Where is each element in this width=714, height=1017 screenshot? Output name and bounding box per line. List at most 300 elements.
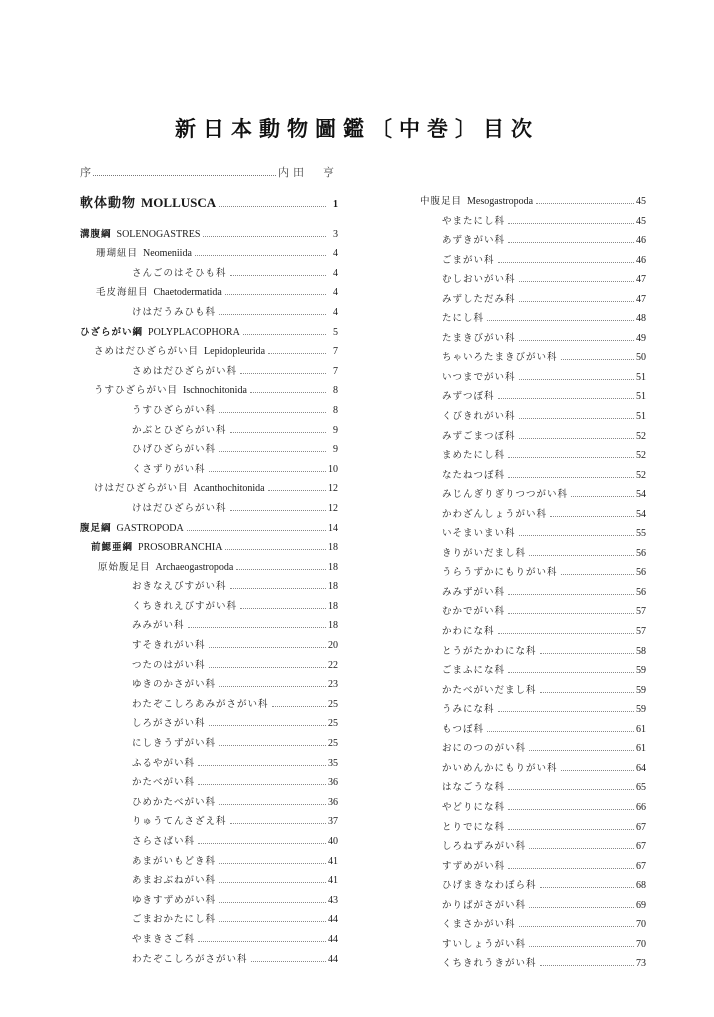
entry-japanese-name: 溝腹綱	[80, 228, 112, 240]
entry-page-number: 67	[636, 860, 646, 872]
entry-japanese-name: すいしょうがい科	[442, 938, 527, 950]
toc-entry[interactable]	[420, 506, 646, 526]
entry-page-number: 14	[328, 522, 338, 534]
entry-japanese-name: すずめがい科	[442, 860, 506, 872]
dot-leader	[219, 921, 326, 922]
entry-japanese-name: ひめかたべがい科	[132, 796, 217, 808]
toc-entry[interactable]	[80, 363, 338, 383]
dot-leader	[498, 262, 634, 263]
entry-page-number: 20	[328, 640, 338, 652]
entry-page-number: 36	[328, 796, 338, 808]
toc-entry[interactable]	[420, 838, 646, 858]
dot-leader	[508, 594, 634, 595]
entry-japanese-name: しろがさがい科	[132, 718, 206, 730]
entry-page-number: 41	[328, 875, 338, 887]
entry-page-number: 73	[636, 958, 646, 970]
entry-japanese-name: くさずりがい科	[132, 463, 206, 475]
toc-entry[interactable]	[420, 252, 646, 272]
toc-entry[interactable]	[80, 755, 338, 775]
entry-page-number: 43	[328, 894, 338, 906]
dot-leader	[529, 907, 634, 908]
entry-japanese-name: にしきうずがい科	[132, 738, 217, 750]
toc-entry[interactable]	[80, 892, 338, 912]
entry-japanese-name: りゅうてんさざえ科	[132, 816, 227, 828]
dot-leader	[198, 843, 326, 844]
entry-page-number: 59	[636, 704, 646, 716]
toc-entry[interactable]	[80, 833, 338, 853]
dot-leader	[519, 379, 634, 380]
toc-entry[interactable]	[80, 539, 338, 559]
entry-japanese-name: おにのつのがい科	[442, 743, 527, 755]
toc-entry[interactable]	[80, 500, 338, 520]
entry-latin-name: Archaeogastropoda	[155, 561, 234, 573]
dot-leader	[519, 301, 634, 302]
entry-japanese-name: いそまいまい科	[442, 528, 516, 540]
dot-leader	[508, 672, 634, 673]
entry-page-number: 67	[636, 821, 646, 833]
dot-leader	[498, 398, 634, 399]
entry-japanese-name: くちきれえびすがい科	[132, 600, 238, 612]
toc-entry[interactable]	[80, 192, 338, 212]
dot-leader	[250, 392, 326, 393]
toc-entry[interactable]	[80, 774, 338, 794]
toc-entry[interactable]	[80, 265, 338, 285]
entry-japanese-name: はなごうな科	[442, 782, 506, 794]
toc-entry[interactable]	[80, 676, 338, 696]
toc-entry[interactable]	[420, 193, 646, 213]
entry-japanese-name: ふるやがい科	[132, 757, 196, 769]
toc-entry[interactable]	[80, 304, 338, 324]
dot-leader	[529, 555, 634, 556]
entry-japanese-name: かたべがい科	[132, 777, 196, 789]
toc-entry[interactable]	[420, 760, 646, 780]
entry-japanese-name: うすひざらがい科	[132, 404, 217, 416]
entry-page-number: 55	[636, 528, 646, 540]
toc-entry[interactable]	[420, 643, 646, 663]
entry-japanese-name: みずつぼ科	[442, 391, 495, 403]
toc-entry[interactable]	[420, 819, 646, 839]
entry-latin-name: Ischnochitonida	[183, 385, 247, 397]
dot-leader	[519, 535, 634, 536]
toc-entry[interactable]	[420, 291, 646, 311]
toc-entry[interactable]	[80, 598, 338, 618]
dot-leader	[508, 242, 634, 243]
toc-entry[interactable]	[420, 213, 646, 233]
toc-entry[interactable]	[420, 799, 646, 819]
entry-japanese-name: ひざらがい綱	[80, 326, 144, 338]
toc-entry[interactable]	[420, 271, 646, 291]
toc-entry[interactable]	[420, 916, 646, 936]
entry-page-number: 51	[636, 371, 646, 383]
dot-leader	[508, 829, 634, 830]
dot-leader	[519, 418, 634, 419]
entry-page-number: 18	[328, 542, 338, 554]
entry-page-number: 50	[636, 352, 646, 364]
toc-entry[interactable]	[80, 578, 338, 598]
dot-leader	[519, 281, 634, 282]
preface-entry[interactable]	[80, 164, 338, 180]
entry-page-number: 5	[333, 326, 338, 338]
preface-author: 内田 亨	[278, 166, 338, 179]
toc-entry[interactable]	[420, 525, 646, 545]
entry-japanese-name: わたぞこしろあみがさがい科	[132, 698, 269, 710]
dot-leader	[219, 412, 326, 413]
toc-entry[interactable]	[420, 428, 646, 448]
entry-page-number: 57	[636, 606, 646, 618]
dot-leader	[540, 965, 634, 966]
entry-latin-name: GASTROPODA	[116, 522, 184, 534]
toc-entry[interactable]	[80, 794, 338, 814]
entry-japanese-name: つたのはがい科	[132, 659, 206, 671]
dot-leader	[508, 868, 634, 869]
dot-leader	[508, 457, 634, 458]
toc-entry[interactable]	[80, 441, 338, 461]
toc-entry[interactable]	[420, 349, 646, 369]
toc-entry[interactable]	[80, 735, 338, 755]
toc-entry[interactable]	[80, 853, 338, 873]
entry-page-number: 67	[636, 841, 646, 853]
entry-latin-name: Lepidopleurida	[204, 346, 266, 358]
toc-entry[interactable]	[420, 858, 646, 878]
dot-leader	[203, 236, 326, 237]
dot-leader	[508, 809, 634, 810]
dot-leader	[240, 373, 326, 374]
page-title: 新日本動物圖鑑〔中巻〕目次	[175, 117, 539, 141]
toc-entry[interactable]	[420, 330, 646, 350]
toc-entry[interactable]	[80, 951, 338, 971]
entry-page-number: 4	[333, 267, 338, 279]
toc-entry[interactable]	[80, 382, 338, 402]
toc-entry[interactable]	[420, 721, 646, 741]
entry-page-number: 46	[636, 235, 646, 247]
entry-japanese-name: ごまふにな科	[442, 665, 506, 677]
entry-page-number: 45	[636, 196, 646, 207]
entry-japanese-name: 中腹足目	[420, 196, 463, 207]
entry-latin-name: Acanthochitonida	[193, 483, 265, 495]
entry-page-number: 44	[328, 953, 338, 965]
dot-leader	[230, 275, 326, 276]
entry-page-number: 46	[636, 254, 646, 266]
toc-entry[interactable]	[420, 897, 646, 917]
entry-page-number: 25	[328, 698, 338, 710]
entry-page-number: 10	[328, 463, 338, 475]
entry-page-number: 18	[328, 581, 338, 593]
toc-entry[interactable]	[420, 467, 646, 487]
entry-japanese-name: おきなえびすがい科	[132, 581, 227, 593]
entry-page-number: 25	[328, 718, 338, 730]
dot-leader	[230, 823, 326, 824]
entry-latin-name: SOLENOGASTRES	[116, 228, 201, 240]
entry-japanese-name: むしおいがい科	[442, 274, 516, 286]
entry-page-number: 47	[636, 274, 646, 286]
toc-entry[interactable]	[420, 603, 646, 623]
dot-leader	[540, 887, 634, 888]
entry-japanese-name: 腹足綱	[80, 522, 112, 534]
entry-japanese-name: むかでがい科	[442, 606, 506, 618]
entry-page-number: 52	[636, 469, 646, 481]
entry-page-number: 18	[328, 600, 338, 612]
dot-leader	[219, 745, 326, 746]
toc-entry[interactable]	[80, 911, 338, 931]
toc-entry[interactable]	[80, 402, 338, 422]
dot-leader	[536, 203, 634, 204]
entry-page-number: 12	[328, 502, 338, 514]
entry-page-number: 18	[328, 561, 338, 573]
entry-page-number: 70	[636, 919, 646, 931]
toc-entry[interactable]	[420, 955, 646, 975]
entry-japanese-name: しろねずみがい科	[442, 841, 527, 853]
toc-entry[interactable]	[80, 872, 338, 892]
entry-japanese-name: たにし科	[442, 313, 485, 325]
entry-page-number: 51	[636, 411, 646, 423]
dot-leader	[230, 432, 326, 433]
entry-page-number: 44	[328, 933, 338, 945]
dot-leader	[188, 627, 326, 628]
entry-page-number: 59	[636, 665, 646, 677]
dot-leader	[209, 725, 326, 726]
entry-page-number: 47	[636, 293, 646, 305]
entry-japanese-name: みみずがい科	[442, 586, 506, 598]
dot-leader	[487, 320, 634, 321]
entry-japanese-name: 毛皮海紐目	[96, 287, 149, 299]
dot-leader	[519, 926, 634, 927]
entry-page-number: 65	[636, 782, 646, 794]
entry-japanese-name: すそきれがい科	[132, 640, 206, 652]
dot-leader	[268, 490, 326, 491]
toc-entry[interactable]	[80, 461, 338, 481]
dot-leader	[198, 765, 326, 766]
entry-japanese-name: やどりにな科	[442, 801, 506, 813]
entry-page-number: 36	[328, 777, 338, 789]
entry-japanese-name: たまきびがい科	[442, 332, 516, 344]
entry-page-number: 68	[636, 880, 646, 892]
entry-japanese-name: ちゃいろたまきびがい科	[442, 352, 558, 364]
entry-page-number: 12	[328, 483, 338, 495]
entry-japanese-name: かわざんしょうがい科	[442, 508, 548, 520]
entry-japanese-name: ひげまきなわぼら科	[442, 880, 537, 892]
entry-page-number: 69	[636, 899, 646, 911]
entry-japanese-name: あまおぶねがい科	[132, 875, 217, 887]
toc-entry[interactable]	[80, 637, 338, 657]
toc-entry[interactable]	[80, 284, 338, 304]
dot-leader	[529, 848, 634, 849]
dot-leader	[236, 569, 326, 570]
entry-page-number: 4	[333, 287, 338, 299]
entry-page-number: 57	[636, 626, 646, 638]
entry-japanese-name: やまたにし科	[442, 215, 506, 227]
toc-entry[interactable]	[420, 447, 646, 467]
entry-japanese-name: さんごのはそひも科	[132, 267, 227, 279]
dot-leader	[550, 516, 634, 517]
entry-page-number: 8	[333, 385, 338, 397]
dot-leader	[240, 608, 326, 609]
entry-japanese-name: さめはだひざらがい科	[132, 365, 238, 377]
entry-page-number: 35	[328, 757, 338, 769]
entry-japanese-name: かりばがさがい科	[442, 899, 527, 911]
toc-entry[interactable]	[80, 696, 338, 716]
toc-entry[interactable]	[420, 388, 646, 408]
entry-page-number: 70	[636, 938, 646, 950]
entry-page-number: 56	[636, 586, 646, 598]
entry-japanese-name: 軟体動物	[80, 196, 137, 211]
entry-japanese-name: ゆきのかさがい科	[132, 679, 217, 691]
entry-page-number: 49	[636, 332, 646, 344]
toc-entry[interactable]	[420, 682, 646, 702]
entry-latin-name: Mesogastropoda	[467, 196, 534, 207]
entry-page-number: 59	[636, 684, 646, 696]
toc-entry[interactable]	[420, 408, 646, 428]
toc-entry[interactable]	[420, 564, 646, 584]
dot-leader	[571, 496, 634, 497]
toc-entry[interactable]	[80, 343, 338, 363]
entry-japanese-name: うらうずかにもりがい科	[442, 567, 558, 579]
dot-leader	[487, 731, 634, 732]
entry-japanese-name: まめたにし科	[442, 450, 506, 462]
toc-entry[interactable]	[80, 813, 338, 833]
entry-page-number: 54	[636, 489, 646, 501]
entry-page-number: 52	[636, 430, 646, 442]
entry-japanese-name: わたぞこしろがさがい科	[132, 953, 248, 965]
dot-leader	[219, 804, 326, 805]
dot-leader	[251, 961, 326, 962]
entry-japanese-name: みずしただみ科	[442, 293, 516, 305]
dot-leader	[195, 255, 326, 256]
toc-entry[interactable]	[420, 936, 646, 956]
toc-entry[interactable]	[80, 520, 338, 540]
entry-page-number: 61	[636, 743, 646, 755]
entry-page-number: 58	[636, 645, 646, 657]
entry-japanese-name: うみにな科	[442, 704, 495, 716]
dot-leader	[519, 340, 634, 341]
entry-page-number: 9	[333, 424, 338, 436]
entry-japanese-name: とりでにな科	[442, 821, 506, 833]
dot-leader	[219, 882, 326, 883]
entry-latin-name: POLYPLACOPHORA	[148, 326, 240, 338]
entry-japanese-name: くびきれがい科	[442, 411, 516, 423]
entry-japanese-name: くちきれうきがい科	[442, 958, 537, 970]
toc-entry[interactable]	[420, 369, 646, 389]
dot-leader	[209, 647, 326, 648]
toc-entry[interactable]	[420, 623, 646, 643]
entry-page-number: 37	[328, 816, 338, 828]
entry-japanese-name: ごまがい科	[442, 254, 495, 266]
dot-leader	[268, 353, 326, 354]
toc-entry[interactable]	[420, 662, 646, 682]
entry-japanese-name: みずごまつぼ科	[442, 430, 516, 442]
dot-leader	[209, 667, 326, 668]
toc-entry[interactable]	[80, 245, 338, 265]
entry-japanese-name: かぶとひざらがい科	[132, 424, 227, 436]
toc-entry[interactable]	[420, 877, 646, 897]
toc-entry[interactable]	[420, 779, 646, 799]
dot-leader	[540, 653, 634, 654]
entry-japanese-name: かいめんかにもりがい科	[442, 762, 558, 774]
entry-page-number: 64	[636, 762, 646, 774]
entry-japanese-name: ひげひざらがい科	[132, 444, 217, 456]
toc-entry[interactable]	[80, 559, 338, 579]
entry-page-number: 48	[636, 313, 646, 325]
entry-japanese-name: ゆきすずめがい科	[132, 894, 217, 906]
entry-japanese-name: けはだひざらがい科	[132, 502, 227, 514]
entry-japanese-name: やまきさご科	[132, 933, 196, 945]
entry-page-number: 40	[328, 836, 338, 847]
entry-japanese-name: かたべがいだまし科	[442, 684, 537, 696]
entry-page-number: 56	[636, 567, 646, 579]
entry-page-number: 44	[328, 914, 338, 926]
dot-leader	[219, 863, 326, 864]
toc-entry[interactable]	[420, 740, 646, 760]
toc-entry[interactable]	[420, 701, 646, 721]
toc-entry[interactable]	[80, 715, 338, 735]
dot-leader	[209, 471, 326, 472]
entry-page-number: 3	[333, 228, 338, 240]
toc-entry[interactable]	[420, 310, 646, 330]
dot-leader	[219, 451, 326, 452]
entry-japanese-name: きりがいだまし科	[442, 547, 527, 559]
entry-page-number: 9	[333, 444, 338, 456]
dot-leader	[529, 946, 634, 947]
entry-page-number: 25	[328, 738, 338, 750]
toc-left-column	[80, 192, 338, 970]
dot-leader	[508, 223, 634, 224]
dot-leader	[508, 613, 634, 614]
toc-right-column	[420, 193, 646, 975]
toc-entry[interactable]	[80, 422, 338, 442]
toc-entry[interactable]	[420, 545, 646, 565]
entry-japanese-name: あずきがい科	[442, 235, 506, 247]
entry-japanese-name: あまがいもどき科	[132, 855, 217, 867]
dot-leader	[561, 770, 634, 771]
entry-page-number: 56	[636, 547, 646, 559]
entry-page-number: 51	[636, 391, 646, 403]
entry-japanese-name: 珊瑚紐目	[96, 248, 139, 260]
entry-japanese-name: もつぼ科	[442, 723, 485, 735]
entry-page-number: 4	[333, 248, 338, 260]
toc-entry[interactable]	[80, 480, 338, 500]
entry-japanese-name: さらさばい科	[132, 836, 196, 847]
entry-latin-name: Neomeniida	[143, 248, 192, 260]
dot-leader	[219, 206, 326, 207]
dot-leader	[187, 530, 326, 531]
dot-leader	[198, 941, 326, 942]
preface-label: 序	[80, 166, 91, 179]
toc-entry[interactable]	[80, 617, 338, 637]
dot-leader	[508, 789, 634, 790]
dot-leader	[561, 359, 634, 360]
entry-page-number: 7	[333, 365, 338, 377]
toc-entry[interactable]	[420, 232, 646, 252]
entry-page-number: 7	[333, 346, 338, 358]
dot-leader	[540, 692, 634, 693]
dot-leader	[243, 334, 326, 335]
toc-entry[interactable]	[80, 226, 338, 246]
dot-leader	[561, 574, 634, 575]
toc-entry[interactable]	[420, 584, 646, 604]
entry-page-number: 8	[333, 404, 338, 416]
entry-page-number: 61	[636, 723, 646, 735]
entry-japanese-name: とうがたかわにな科	[442, 645, 537, 657]
toc-entry[interactable]	[80, 931, 338, 951]
toc-entry[interactable]	[80, 324, 338, 344]
toc-entry[interactable]	[420, 486, 646, 506]
dot-leader	[225, 549, 326, 550]
toc-entry[interactable]	[80, 657, 338, 677]
entry-japanese-name: ごまおかたにし科	[132, 914, 217, 926]
entry-latin-name: Chaetodermatida	[153, 287, 222, 299]
entry-japanese-name: けはだうみひも科	[132, 306, 217, 318]
entry-japanese-name: 前鰓亜綱	[91, 542, 134, 554]
entry-page-number: 52	[636, 450, 646, 462]
